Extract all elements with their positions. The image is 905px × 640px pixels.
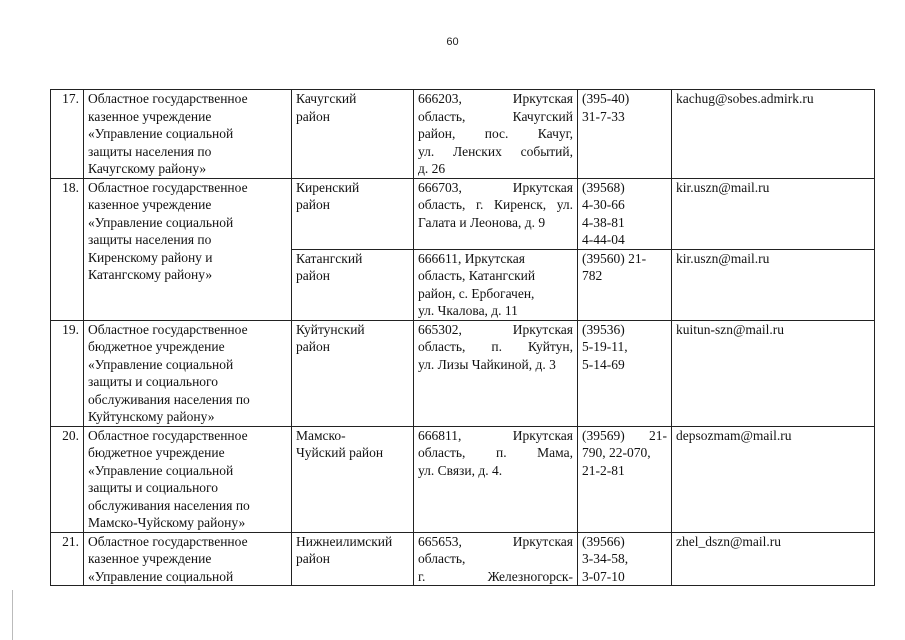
- scan-edge-line: [12, 590, 13, 640]
- address: 666703, Иркутская область, г. Киренск, ул. Галата и Леонова, д. 9: [414, 178, 578, 249]
- address: 665302, Иркутская область, п. Куйтун, ул. Лизы Чайкиной, д. 3: [414, 320, 578, 426]
- organization-name: Областное государственное бюджетное учреждение «Управление социальной защиты и социального обслуживания населения по Мамско-Чуйскому району»: [84, 426, 292, 532]
- phone: (39569) 21- 790, 22-070, 21-2-81: [578, 426, 672, 532]
- phone: (395-40) 31-7-33: [578, 90, 672, 179]
- district: Киренский район: [292, 178, 414, 249]
- email: depsozmam@mail.ru: [672, 426, 875, 532]
- row-number: 17.: [51, 90, 84, 179]
- email: kir.uszn@mail.ru: [672, 178, 875, 249]
- district: Нижнеилимский район: [292, 532, 414, 586]
- district: Катангский район: [292, 249, 414, 320]
- email: zhel_dszn@mail.ru: [672, 532, 875, 586]
- row-number: 18.: [51, 178, 84, 320]
- table-row: [51, 90, 875, 179]
- table-row: [51, 532, 875, 586]
- organization-name: Областное государственное казенное учреждение «Управление социальной: [84, 532, 292, 586]
- phone: (39536) 5-19-11, 5-14-69: [578, 320, 672, 426]
- address: 666811, Иркутская область, п. Мама, ул. Связи, д. 4.: [414, 426, 578, 532]
- phone: (39566) 3-34-58, 3-07-10: [578, 532, 672, 586]
- table-row: [51, 320, 875, 426]
- email: kachug@sobes.admirk.ru: [672, 90, 875, 179]
- page-number: 60: [446, 36, 459, 48]
- table-row: [51, 426, 875, 532]
- district: Куйтунский район: [292, 320, 414, 426]
- phone: (39568) 4-30-66 4-38-81 4-44-04: [578, 178, 672, 249]
- row-number: 19.: [51, 320, 84, 426]
- address: 665653, Иркутская область, г. Железногорск-: [414, 532, 578, 586]
- row-number: 20.: [51, 426, 84, 532]
- row-number: 21.: [51, 532, 84, 586]
- organization-name: Областное государственное казенное учреждение «Управление социальной защиты населения по Качугскому району»: [84, 90, 292, 179]
- table-row: [51, 178, 875, 249]
- district: Качугский район: [292, 90, 414, 179]
- address: 666611, Иркутская область, Катангский район, с. Ербогачен, ул. Чкалова, д. 11: [414, 249, 578, 320]
- phone: (39560) 21- 782: [578, 249, 672, 320]
- organization-name: Областное государственное бюджетное учреждение «Управление социальной защиты и социального обслуживания населения по Куйтунскому району»: [84, 320, 292, 426]
- email: kir.uszn@mail.ru: [672, 249, 875, 320]
- address: 666203, Иркутская область, Качугский район, пос. Качуг, ул. Ленских событий, д. 26: [414, 90, 578, 179]
- organization-name: Областное государственное казенное учреждение «Управление социальной защиты населения по Киренскому району и Катангскому району»: [84, 178, 292, 320]
- email: kuitun-szn@mail.ru: [672, 320, 875, 426]
- institutions-table: [50, 89, 875, 586]
- district: Мамско- Чуйский район: [292, 426, 414, 532]
